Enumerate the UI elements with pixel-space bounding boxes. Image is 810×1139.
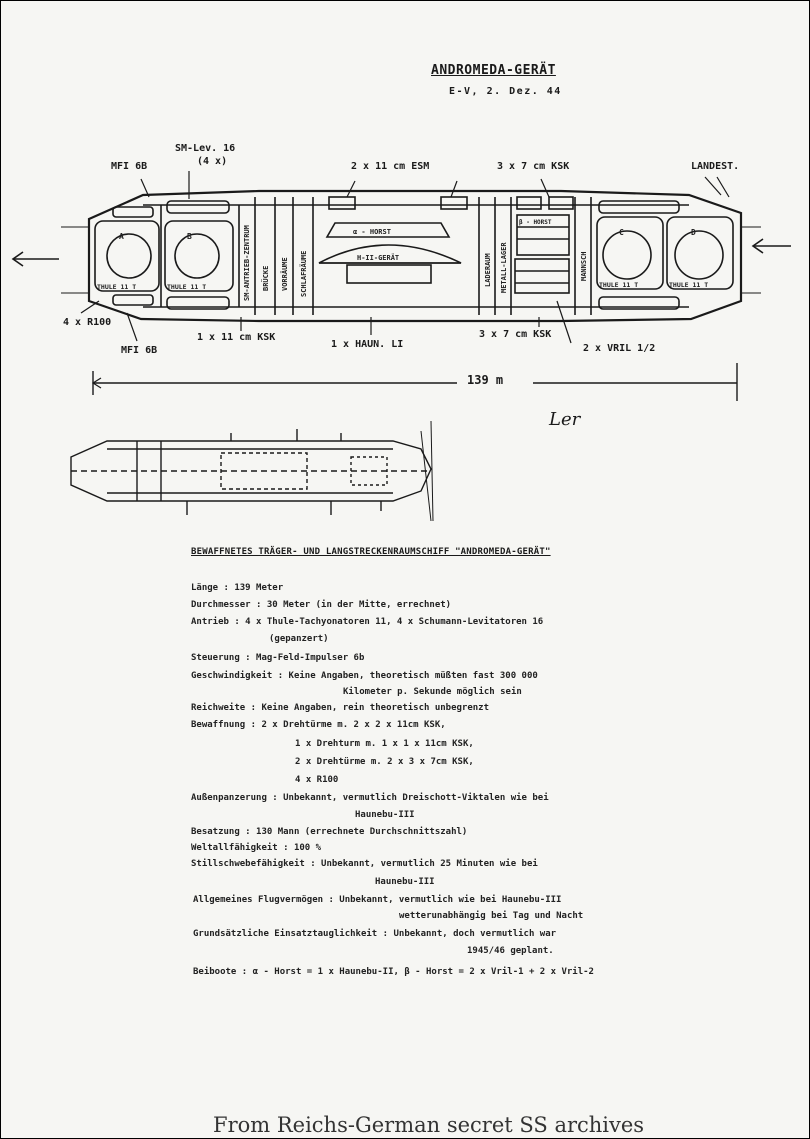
arrow-left-icon xyxy=(13,252,59,266)
ship-diagram xyxy=(1,1,809,541)
label-sm-lev: SM-Lev. 16 xyxy=(175,143,236,154)
spec-heading: BEWAFFNETES TRÄGER- UND LANGSTRECKENRAUMSCHIFF "ANDROMEDA-GERÄT" xyxy=(191,547,551,557)
spec-row-stillschwebefaehigkeit: Stillschwebefähigkeit : Unbekannt, vermutlich 25 Minuten wie bei xyxy=(191,859,538,869)
room-label-2: BRÜCKE xyxy=(262,265,270,291)
spec-row-bewaffnung: Bewaffnung : 2 x Drehtürme m. 2 x 2 x 11cm KSK, xyxy=(191,720,446,730)
spec-row-aussenpanzerung-cont: Haunebu-III xyxy=(355,810,415,820)
engine-label-1: THULE 11 T xyxy=(97,283,137,291)
room-label-3: VORRÄUME xyxy=(281,257,289,291)
arrow-right-icon xyxy=(753,239,791,253)
spec-row-einsatztauglichkeit-cont: 1945/46 geplant. xyxy=(467,946,554,956)
spec-row-einsatztauglichkeit: Grundsätzliche Einsatztauglichkeit : Unbekannt, doch vermutlich war xyxy=(193,929,557,939)
room-label-1: SM-ANTRIEB-ZENTRUM xyxy=(243,225,251,301)
spec-row-weltallfaehigkeit: Weltallfähigkeit : 100 % xyxy=(191,843,322,853)
spec-row-bewaffnung-3: 2 x Drehtürme m. 2 x 3 x 7cm KSK, xyxy=(295,757,474,767)
ship-hull-top-view xyxy=(89,191,741,321)
label-ksk-top: 3 x 7 cm KSK xyxy=(497,161,570,172)
label-ksk-bottom-right: 3 x 7 cm KSK xyxy=(479,329,552,340)
engine-label-4: THULE 11 T xyxy=(669,281,709,289)
document-subtitle: E-V, 2. Dez. 44 xyxy=(449,86,562,97)
spec-row-geschwindigkeit-cont: Kilometer p. Sekunde möglich sein xyxy=(343,687,522,697)
spec-row-antrieb: Antrieb : 4 x Thule-Tachyonatoren 11, 4 x Schumann-Levitatoren 16 xyxy=(191,617,544,627)
label-esm-top: 2 x 11 cm ESM xyxy=(351,161,430,172)
label-ksk-bottom-left: 1 x 11 cm KSK xyxy=(197,332,276,343)
label-landest: LANDEST. xyxy=(691,161,740,172)
label-vril: 2 x VRIL 1/2 xyxy=(583,343,656,354)
spec-row-antrieb-cont: (gepanzert) xyxy=(269,634,329,644)
spec-row-beiboote: Beiboote : α - Horst = 1 x Haunebu-II, β - Horst = 2 x Vril-1 + 2 x Vril-2 xyxy=(193,967,594,977)
document-title: ANDROMEDA-GERÄT xyxy=(431,63,556,78)
section-label-d: D xyxy=(691,228,696,237)
engine-label-3: THULE 11 T xyxy=(599,281,639,289)
spec-row-laenge: Länge : 139 Meter xyxy=(191,583,284,593)
engine-label-2: THULE 11 T xyxy=(167,283,207,291)
spec-row-besatzung: Besatzung : 130 Mann (errechnete Durchschnittszahl) xyxy=(191,827,468,837)
signature: Ler xyxy=(549,409,581,430)
room-label-6: METALL-LAGER xyxy=(500,242,508,293)
spec-row-steuerung: Steuerung : Mag-Feld-Impulser 6b xyxy=(191,653,365,663)
gerat-inner-label: H-II-GERÄT xyxy=(357,254,400,262)
label-mfi-top: MFI 6B xyxy=(111,161,148,172)
spec-row-flugvermoegen-cont: wetterunabhängig bei Tag und Nacht xyxy=(399,911,584,921)
spec-row-durchmesser: Durchmesser : 30 Meter (in der Mitte, errechnet) xyxy=(191,600,452,610)
spec-row-bewaffnung-2: 1 x Drehturm m. 1 x 1 x 11cm KSK, xyxy=(295,739,474,749)
room-label-7: MANNSCH xyxy=(580,251,588,281)
spec-row-bewaffnung-4: 4 x R100 xyxy=(295,775,339,785)
spec-row-geschwindigkeit: Geschwindigkeit : Keine Angaben, theoretisch müßten fast 300 000 xyxy=(191,671,538,681)
label-mfi-bottom: MFI 6B xyxy=(121,345,158,356)
label-length: 139 m xyxy=(467,373,504,387)
spec-row-aussenpanzerung: Außenpanzerung : Unbekannt, vermutlich Dreischott-Viktalen wie bei xyxy=(191,793,549,803)
section-label-b: B xyxy=(187,232,192,241)
alpha-horst-label: α - HORST xyxy=(353,228,391,236)
source-caption: From Reichs-German secret SS archives xyxy=(213,1113,645,1137)
label-haun: 1 x HAUN. LI xyxy=(331,339,404,350)
beta-horst-label: β - HORST xyxy=(519,219,552,226)
room-label-5: LADERAUM xyxy=(484,253,492,287)
label-r100: 4 x R100 xyxy=(63,317,112,328)
label-sm-lev-count: (4 x) xyxy=(197,156,228,167)
spec-row-reichweite: Reichweite : Keine Angaben, rein theoretisch unbegrenzt xyxy=(191,703,490,713)
room-label-4: SCHLAFRÄUME xyxy=(300,250,308,297)
spec-row-stillschwebefaehigkeit-cont: Haunebu-III xyxy=(375,877,435,887)
section-label-c: C xyxy=(619,228,624,237)
ship-side-view xyxy=(71,421,433,521)
spec-row-flugvermoegen: Allgemeines Flugvermögen : Unbekannt, vermutlich wie bei Haunebu-III xyxy=(193,895,562,905)
section-label-a: A xyxy=(119,232,124,241)
